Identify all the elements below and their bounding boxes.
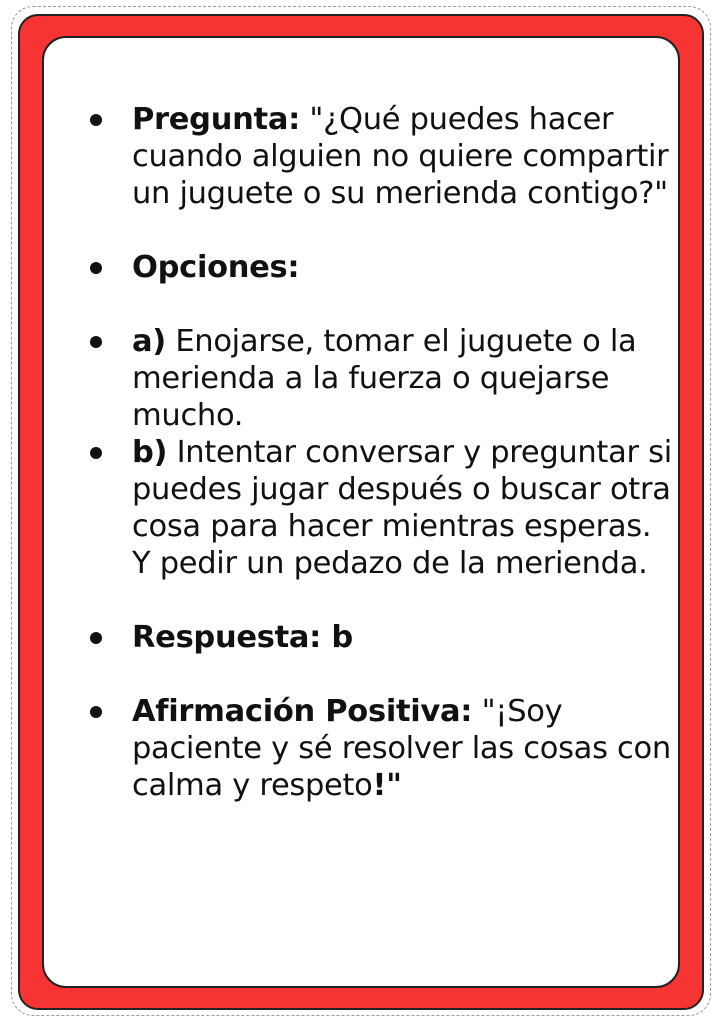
option-a-item <box>132 323 672 434</box>
answer-text: Respuesta: b <box>132 620 353 655</box>
affirmation-label: Afirmación Positiva: <box>132 694 473 729</box>
question-text: "¿Qué puedes hacer cuando alguien no quiere compartir un juguete o su merienda contigo?" <box>132 102 669 211</box>
affirmation-end: !" <box>372 768 402 803</box>
option-a-letter: a) <box>132 324 166 359</box>
option-b-letter: b) <box>132 435 168 470</box>
options-heading: Opciones: <box>132 250 300 285</box>
affirmation-item <box>132 693 672 804</box>
option-b-text: Intentar conversar y preguntar si puedes jugar después o buscar otra cosa para hacer mientras esperas. Y pedir un pedazo de la merienda. <box>132 435 672 581</box>
affirmation-text: "¡Soy paciente y sé resolver las cosas con calma y respeto <box>132 694 671 803</box>
option-a-text: Enojarse, tomar el juguete o la merienda a la fuerza o quejarse mucho. <box>132 324 637 433</box>
answer-item <box>132 619 672 656</box>
options-heading-item <box>132 249 672 286</box>
option-b-item <box>132 434 672 582</box>
card-content <box>132 101 672 804</box>
question-label: Pregunta: <box>132 102 300 137</box>
question-item <box>132 101 672 212</box>
